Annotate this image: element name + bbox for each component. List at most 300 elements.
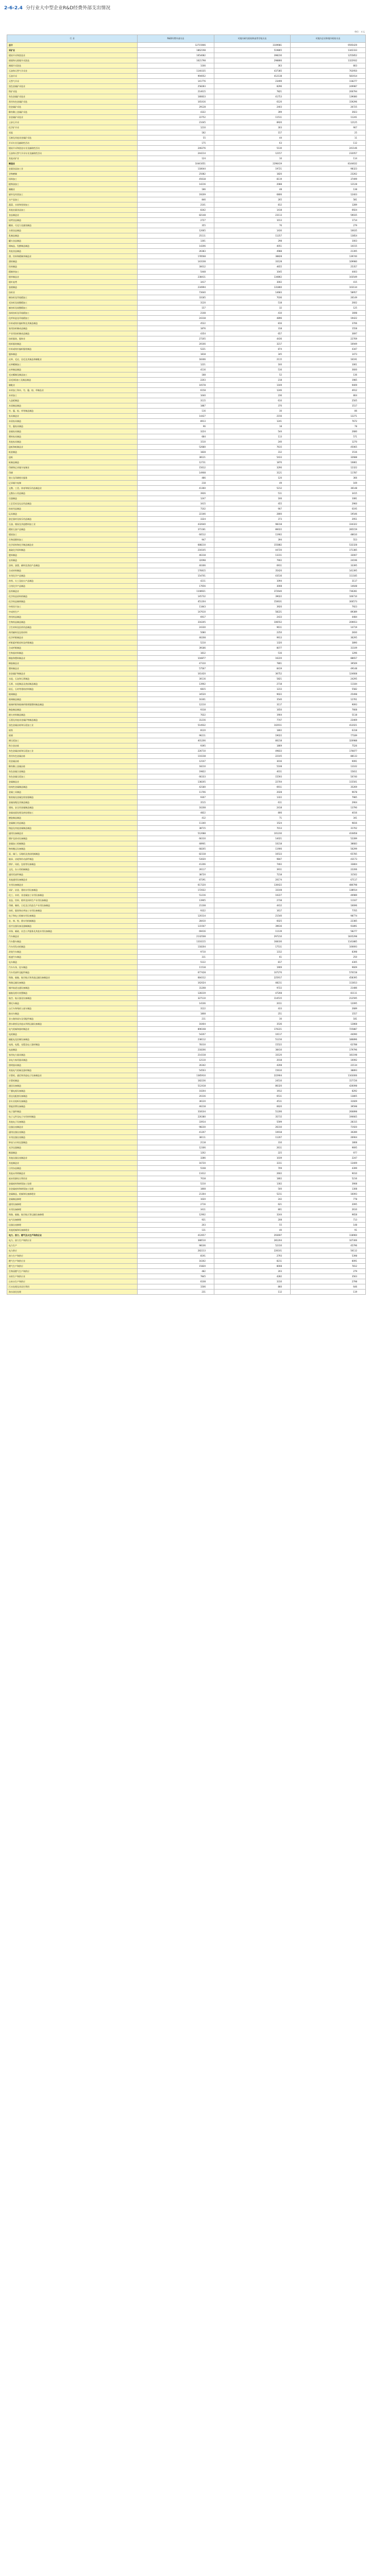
row-value-2: 12157 [214, 151, 291, 156]
table-row [7, 403, 366, 409]
row-value-3: 2247 [291, 1156, 366, 1161]
row-value-3: 1342333 [291, 48, 366, 53]
row-value-3: 334322 [291, 522, 366, 527]
table-row [7, 661, 366, 666]
row-value-3: 13790 [291, 805, 366, 810]
row-value-1: 11706 [138, 790, 214, 795]
row-value-2: 226101 [214, 1248, 291, 1253]
row-value-3: 33395 [291, 563, 366, 568]
table-row [7, 944, 366, 950]
row-value-1: 5221 [138, 347, 214, 352]
row-value-2: 318 [214, 326, 291, 331]
row-value-2: 6025 [214, 919, 291, 924]
row-industry-name: 炸药、火工及焰火产品制造 [7, 579, 138, 584]
row-value-2: 170221 [214, 1027, 291, 1032]
row-value-2: 281204 [214, 1238, 291, 1243]
row-value-1: 2716 [138, 1202, 214, 1207]
table-row [7, 424, 366, 429]
row-industry-name: 化学矿开采 [7, 125, 138, 130]
row-value-3: 7526 [291, 743, 366, 749]
row-industry-name: 炼钢 [7, 733, 138, 738]
row-value-3: 103549 [291, 275, 366, 280]
row-value-2: 7902 [214, 558, 291, 563]
row-industry-name: 耐火材料制品制造 [7, 713, 138, 718]
row-value-2: 500 [214, 1187, 291, 1192]
row-industry-name: 纺织、服装和皮革加工专用设备制造 [7, 908, 138, 913]
row-value-3: 300573 [291, 599, 366, 604]
row-value-2: 4436 [214, 336, 291, 342]
row-value-3: 2680 [291, 429, 366, 434]
row-value-3: 118960 [291, 1233, 366, 1238]
row-value-3: 486798 [291, 883, 366, 888]
table-row [7, 790, 366, 795]
table-row [7, 929, 366, 934]
row-industry-name: 生物药品制品制造 [7, 620, 138, 625]
table-row [7, 960, 366, 965]
row-value-2: 63 [214, 141, 291, 146]
row-value-1: 118204 [138, 944, 214, 950]
row-value-1: 38715 [138, 826, 214, 831]
table-row [7, 589, 366, 594]
row-industry-name: 木质制品制造 [7, 403, 138, 409]
row-value-2: 5821 [214, 676, 291, 682]
table-title: 分行业大中型企业R&D经费外部支出情况 [25, 6, 111, 11]
row-industry-name: 食品制造业 [7, 213, 138, 218]
row-industry-name: 专用设备制造业 [7, 883, 138, 888]
row-value-1: 311 [138, 955, 214, 960]
row-value-1: 66310 [138, 836, 214, 841]
row-value-3: 186896 [291, 1037, 366, 1042]
row-value-1: 46208 [138, 635, 214, 640]
row-value-1: 38121 [138, 455, 214, 460]
row-value-3: 98774 [291, 913, 366, 919]
row-value-1: 180833 [138, 94, 214, 99]
row-value-3: 4016 [291, 810, 366, 816]
table-row [7, 264, 366, 269]
row-value-1: 4822 [138, 810, 214, 816]
row-value-1: 47310 [138, 661, 214, 666]
row-value-3: 9595429 [291, 43, 366, 48]
row-value-2: 52310 [214, 1243, 291, 1248]
table-row [7, 1109, 366, 1114]
row-value-3: 320988 [291, 738, 366, 743]
row-industry-name: 常用有色金属冶炼 [7, 754, 138, 759]
table-row [7, 805, 366, 810]
row-industry-name: 罐头食品制造 [7, 239, 138, 244]
row-industry-name: 竹、藤、棕、草等制品制造 [7, 409, 138, 414]
row-industry-name: 玻璃制造 [7, 692, 138, 697]
row-value-3: 5582 [291, 687, 366, 692]
row-value-3: 232057 [291, 151, 366, 156]
row-value-1: 677428 [138, 970, 214, 975]
table-row [7, 388, 366, 393]
row-value-1: 9318 [138, 707, 214, 713]
row-value-1: 1510 [138, 439, 214, 445]
table-row [7, 1089, 366, 1094]
table-row [7, 285, 366, 290]
row-industry-name: 通用仪器仪表制造 [7, 1130, 138, 1135]
row-industry-name: 铸造及其他金属制品制造 [7, 826, 138, 831]
row-value-2: 2602 [214, 1171, 291, 1176]
row-value-3: 279 [291, 1269, 366, 1274]
row-industry-name: 电池制造 [7, 1047, 138, 1053]
row-value-3: 6924 [291, 208, 366, 213]
row-industry-name: 照明器具制造 [7, 1063, 138, 1068]
row-value-2: 2115 [214, 357, 291, 362]
row-value-2: 33108 [214, 888, 291, 893]
row-value-1: 11612 [138, 1171, 214, 1176]
row-value-2: 3536 [214, 1022, 291, 1027]
row-value-1: 73640 [138, 290, 214, 295]
row-value-3: 25498 [291, 692, 366, 697]
row-industry-name: 仪器仪表制造业 [7, 1125, 138, 1130]
row-value-1: 24330 [138, 625, 214, 630]
row-value-3: 22769 [291, 336, 366, 342]
row-value-3: 10635 [291, 228, 366, 233]
row-industry-name: 麻纺织及染整精加工 [7, 306, 138, 311]
row-value-2: 1045 [214, 269, 291, 275]
table-row [7, 950, 366, 955]
table-row [7, 125, 366, 130]
table-row [7, 455, 366, 460]
row-value-1: 38720 [138, 872, 214, 877]
table-row [7, 743, 366, 749]
row-value-2: 3290 [214, 465, 291, 470]
row-value-3: 1270 [291, 439, 366, 445]
row-value-1: 1221 [138, 362, 214, 367]
table-body [7, 43, 366, 1295]
row-value-3: 16191 [291, 357, 366, 362]
row-value-3: 1473 [291, 352, 366, 357]
table-row [7, 671, 366, 676]
table-row [7, 156, 366, 161]
row-industry-name: 体育用品制造 [7, 506, 138, 512]
table-row [7, 707, 366, 713]
row-value-1: 3515 [138, 800, 214, 805]
row-value-2: 9611 [214, 625, 291, 630]
row-value-2: 1302 [214, 1181, 291, 1187]
row-value-2: 399 [214, 110, 291, 115]
row-value-3: 2960 [291, 501, 366, 506]
row-value-1: 1040 [138, 393, 214, 398]
row-value-2: 8419 [214, 666, 291, 671]
table-row [7, 342, 366, 347]
row-value-1: 16301 [138, 697, 214, 702]
row-value-1: 82148 [138, 213, 214, 218]
row-industry-name: 烘炉、风机、包装等设备制造 [7, 862, 138, 867]
table-row [7, 1187, 366, 1192]
row-value-1: 41207 [138, 1130, 214, 1135]
row-value-2: 41753 [214, 94, 291, 99]
table-row [7, 913, 366, 919]
row-industry-name: 金属制品、机械和设备修理业 [7, 1192, 138, 1197]
row-value-2: 10117 [214, 1032, 291, 1037]
row-value-3: 31502 [291, 872, 366, 877]
table-row [7, 852, 366, 857]
row-value-2: 3016 [214, 759, 291, 764]
row-value-3: 181198 [291, 1053, 366, 1058]
row-value-1: 128319 [138, 991, 214, 996]
row-industry-name: 褐煤开采洗选 [7, 63, 138, 69]
row-value-1: 11518 [138, 965, 214, 970]
row-value-3: 169 [291, 481, 366, 486]
row-value-2: 120 [214, 476, 291, 481]
row-value-2: 131860 [214, 285, 291, 290]
row-value-1: 451204 [138, 599, 214, 604]
table-row [7, 115, 366, 120]
table-row [7, 1290, 366, 1295]
row-industry-name: 铁合金冶炼 [7, 743, 138, 749]
row-value-2: 15610 [214, 1068, 291, 1073]
table-row [7, 713, 366, 718]
table-row [7, 532, 366, 537]
row-value-2: 4655 [214, 264, 291, 269]
row-industry-name: 其他农副食品加工 [7, 208, 138, 213]
row-value-2: 1241 [214, 419, 291, 424]
row-value-1: 3120 [138, 300, 214, 306]
row-value-2: 2738 [214, 898, 291, 903]
row-value-2: 36752 [214, 671, 291, 676]
table-row [7, 1233, 366, 1238]
table-row [7, 1016, 366, 1022]
row-industry-name: 日用杂品制造 [7, 1166, 138, 1171]
row-value-3: 26149 [291, 295, 366, 300]
table-row [7, 84, 366, 89]
row-value-3: 804 [291, 393, 366, 398]
row-value-1: 3411 [138, 1207, 214, 1212]
row-value-1: 33914 [138, 1120, 214, 1125]
table-row [7, 1125, 366, 1130]
table-row [7, 316, 366, 321]
row-value-2: 11906 [214, 846, 291, 852]
row-value-2: 2793 [214, 1253, 291, 1259]
row-value-3: 9678 [291, 790, 366, 795]
row-value-2: 38828 [214, 254, 291, 259]
row-industry-name: 金属制品业 [7, 779, 138, 785]
row-industry-name: 生物质燃气生产和供应 [7, 1269, 138, 1274]
row-value-1: 172022 [138, 888, 214, 893]
row-value-2: 2088 [214, 182, 291, 187]
table-row [7, 120, 366, 125]
table-row [7, 903, 366, 908]
row-value-1: 10204 [138, 1089, 214, 1094]
table-row [7, 733, 366, 738]
row-value-3: 4399 [291, 1166, 366, 1171]
row-value-1: 31208 [138, 986, 214, 991]
row-value-3: 907 [291, 125, 366, 130]
row-value-2: 3540 [214, 697, 291, 702]
row-value-1: 203 [138, 1223, 214, 1228]
row-industry-name: 电力、热力生产和供应业 [7, 1238, 138, 1243]
row-value-1: 14206 [138, 244, 214, 249]
row-value-1: 32098 [138, 558, 214, 563]
row-value-2: 101230 [214, 831, 291, 836]
row-value-1: 684 [138, 434, 214, 439]
row-value-3: 48610 [291, 532, 366, 537]
row-industry-name: 兽用药品制造 [7, 615, 138, 620]
row-value-2: 7402 [214, 862, 291, 867]
row-value-2: 9022 [214, 692, 291, 697]
table-row [7, 692, 366, 697]
row-value-2: 801 [214, 1207, 291, 1212]
row-value-2: 14683 [214, 290, 291, 295]
row-value-3: 12125 [291, 120, 366, 125]
table-row [7, 924, 366, 929]
header-industry: 行 业 [7, 35, 138, 43]
row-industry-name: 塑料家具制造 [7, 434, 138, 439]
table-row [7, 249, 366, 254]
row-industry-name: 石油和天然气开采业 [7, 69, 138, 74]
row-value-3: 21395 [291, 249, 366, 254]
row-value-2: 43516 [214, 573, 291, 579]
row-value-2: 55 [214, 1223, 291, 1228]
table-row [7, 357, 366, 362]
row-value-3: 159296 [291, 99, 366, 105]
row-value-2: 86022 [214, 527, 291, 532]
row-value-3: 67117 [291, 877, 366, 883]
table-row [7, 800, 366, 805]
table-row [7, 367, 366, 372]
row-value-1: 5210 [138, 640, 214, 646]
row-value-1: 41206 [138, 862, 214, 867]
row-value-3: 13854 [291, 233, 366, 239]
row-value-3: 581 [291, 197, 366, 202]
row-value-2: 14021 [214, 836, 291, 841]
table-row [7, 1207, 366, 1212]
table-row [7, 687, 366, 692]
row-value-2: 1617 [214, 908, 291, 913]
row-value-3: 25357 [291, 264, 366, 269]
row-value-1: 42180 [138, 785, 214, 790]
row-value-3: 7705 [291, 908, 366, 913]
row-value-2: 39022 [214, 594, 291, 599]
table-row [7, 177, 366, 182]
table-row [7, 213, 366, 218]
row-value-1: 24318 [138, 316, 214, 321]
table-row [7, 640, 366, 646]
table-row [7, 383, 366, 388]
row-value-2: 35715 [214, 1114, 291, 1120]
row-value-1: 3415 [138, 501, 214, 506]
row-value-1: 12731 [138, 460, 214, 465]
row-value-2: 1320 [214, 640, 291, 646]
table-row [7, 306, 366, 311]
row-value-2: 2611 [214, 1145, 291, 1150]
table-row [7, 883, 366, 888]
row-value-3: 702950 [291, 69, 366, 74]
table-row [7, 821, 366, 826]
row-value-1: 118044 [138, 166, 214, 172]
row-value-1: 12107 [138, 759, 214, 764]
row-value-3: 3923 [291, 110, 366, 115]
row-value-3: 21486 [291, 986, 366, 991]
row-industry-name: 采矿、冶金、建筑专用设备制造 [7, 888, 138, 893]
table-row [7, 63, 366, 69]
table-row [7, 568, 366, 573]
row-industry-name: 石油、煤炭及其他燃料加工业 [7, 522, 138, 527]
row-value-1: 258283 [138, 84, 214, 89]
row-value-1: 218 [138, 481, 214, 486]
table-row [7, 481, 366, 486]
row-value-1: 1020 [138, 1197, 214, 1202]
row-industry-name: 毛纺织及染整精加工 [7, 300, 138, 306]
row-value-1: 211 [138, 1016, 214, 1022]
row-value-1: 238411 [138, 275, 214, 280]
row-value-2: 817 [214, 960, 291, 965]
table-row [7, 141, 366, 146]
row-value-2: 2018 [214, 1058, 291, 1063]
row-industry-name: 非公路休闲车及零配件制造 [7, 1016, 138, 1022]
row-value-1: 28410 [138, 919, 214, 924]
table-row [7, 718, 366, 723]
row-value-1: 124 [138, 156, 214, 161]
row-value-3: 39509 [291, 661, 366, 666]
row-value-1: 12210 [138, 702, 214, 707]
row-value-1: 1108921 [138, 589, 214, 594]
row-value-1: 55 [138, 135, 214, 141]
table-row [7, 172, 366, 177]
table-row [7, 465, 366, 470]
row-value-3: 13102 [291, 764, 366, 769]
row-value-2: 166 [214, 496, 291, 501]
row-value-1: 98106 [138, 1243, 214, 1248]
row-industry-name: 有色金属冶炼和压延加工业 [7, 749, 138, 754]
row-value-3: 977 [291, 1150, 366, 1156]
row-industry-name: 文教办公用品制造 [7, 491, 138, 496]
row-industry-name: 陶瓷制品制造 [7, 707, 138, 713]
row-value-1: 371181 [138, 527, 214, 532]
table-row [7, 218, 366, 223]
row-industry-name: 航空、航天器及设备制造 [7, 996, 138, 1001]
table-row [7, 1243, 366, 1248]
row-value-1: 41360 [138, 486, 214, 491]
table-row [7, 1253, 366, 1259]
row-value-1: 3417 [138, 280, 214, 285]
row-value-2: 363 [214, 63, 291, 69]
row-value-1: 3286 [138, 1156, 214, 1161]
row-value-1: 54207 [138, 1032, 214, 1037]
row-industry-name: 电气机械和器材制造业 [7, 1027, 138, 1032]
row-value-2: 4988 [214, 249, 291, 254]
row-industry-name: 采盐 [7, 130, 138, 135]
row-industry-name: 中成药生产 [7, 609, 138, 615]
row-value-3: 7923 [291, 604, 366, 609]
row-value-3: 59035 [291, 213, 366, 218]
row-value-3: 138 [291, 187, 366, 192]
row-value-3: 14648 [291, 584, 366, 589]
row-value-2: 5108 [214, 764, 291, 769]
row-value-2: 345 [214, 352, 291, 357]
row-value-3: 532328 [291, 543, 366, 548]
row-value-2: 3217 [214, 342, 291, 347]
row-value-3: 5216 [291, 1176, 366, 1181]
row-value-2: 516 [214, 651, 291, 656]
table-row [7, 543, 366, 548]
row-value-3: 6195 [291, 506, 366, 512]
row-value-3: 109980 [291, 259, 366, 264]
row-industry-name: 石油和天然气开采专业及辅助性活动 [7, 151, 138, 156]
row-value-2: 3002 [214, 280, 291, 285]
row-value-2: 265 [214, 197, 291, 202]
row-industry-name: 总计 [7, 43, 138, 48]
table-row [7, 1197, 366, 1202]
table-row [7, 816, 366, 821]
row-value-3: 45796 [291, 1243, 366, 1248]
row-value-2: 102911 [214, 723, 291, 728]
row-value-3: 31702 [291, 826, 366, 831]
row-value-1: 2132508 [138, 934, 214, 939]
row-industry-name: 化纤织造及印染精加工 [7, 316, 138, 321]
